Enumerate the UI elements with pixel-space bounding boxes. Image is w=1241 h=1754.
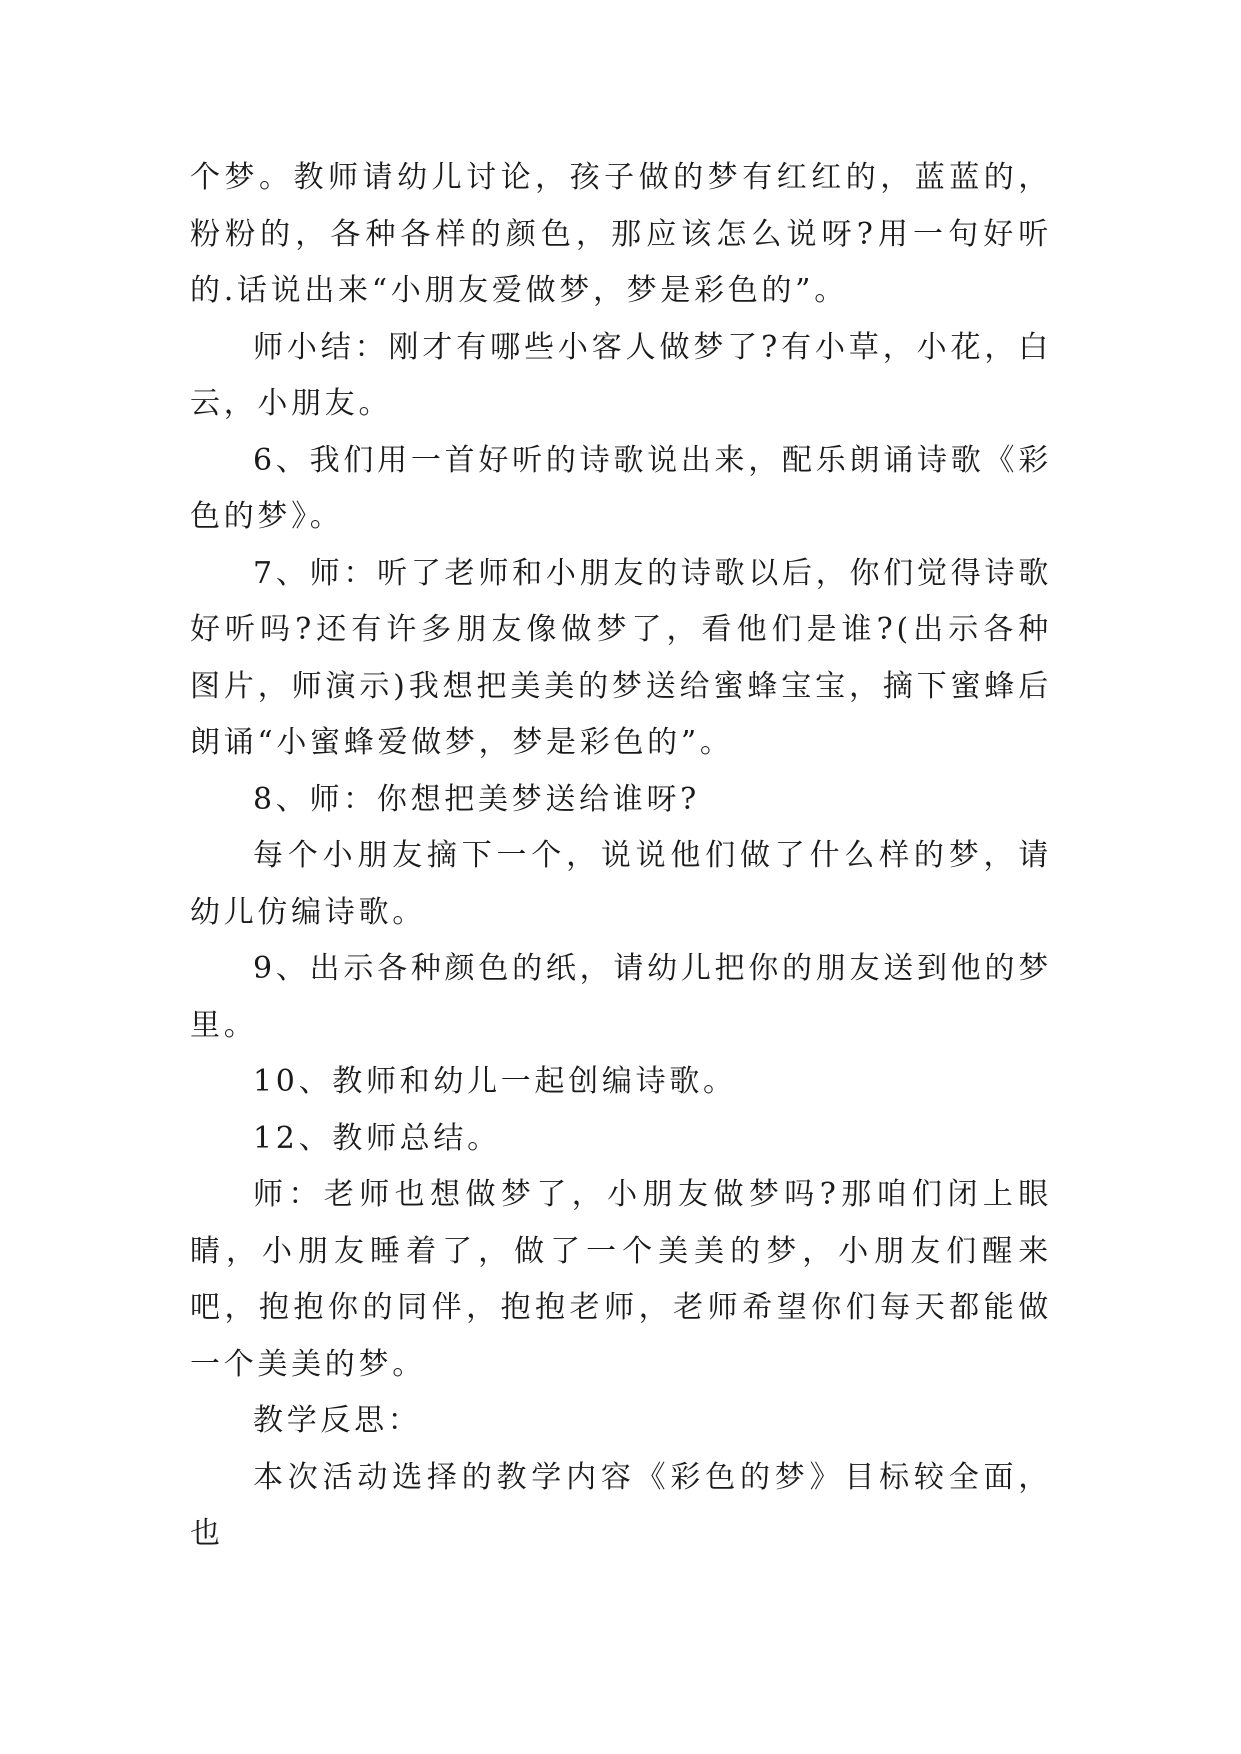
paragraph-imitation: 每个小朋友摘下一个，说说他们做了什么样的梦，请幼儿仿编诗歌。 bbox=[190, 838, 1052, 930]
paragraph-step-7: 7、师：听了老师和小朋友的诗歌以后，你们觉得诗歌好听吗?还有许多朋友像做梦了，看他们是谁?(出示各种图片，师演示)我想把美美的梦送给蜜蜂宝宝，摘下蜜蜂后朗诵“小蜜蜂爱做梦，梦是彩色的”。 bbox=[190, 555, 1052, 760]
paragraph-summary: 师小结：刚才有哪些小客人做梦了?有小草，小花，白云，小朋友。 bbox=[190, 329, 1052, 421]
section-heading-reflection: 教学反思： bbox=[253, 1403, 422, 1438]
paragraph-step-9: 9、出示各种颜色的纸，请幼儿把你的朋友送到他的梦里。 bbox=[190, 951, 1052, 1043]
paragraph-teacher-closing: 师：老师也想做梦了，小朋友做梦吗?那咱们闭上眼睛，小朋友睡着了，做了一个美美的梦，小朋友们醒来吧，抱抱你的同伴，抱抱老师，老师希望你们每天都能做一个美美的梦。 bbox=[190, 1177, 1052, 1382]
paragraph-step-6: 6、我们用一首好听的诗歌说出来，配乐朗诵诗歌《彩色的梦》。 bbox=[190, 442, 1052, 534]
paragraph-step-8: 8、师：你想把美梦送给谁呀? bbox=[253, 781, 700, 817]
document-page bbox=[190, 150, 1052, 1563]
paragraph-step-10: 10、教师和幼儿一起创编诗歌。 bbox=[253, 1064, 737, 1099]
paragraph-continuation: 个梦。教师请幼儿讨论，孩子做的梦有红红的，蓝蓝的，粉粉的，各种各样的颜色，那应该怎么说呀?用一句好听的.话说出来“小朋友爱做梦，梦是彩色的”。 bbox=[190, 160, 1052, 308]
paragraph-reflection: 本次活动选择的教学内容《彩色的梦》目标较全面，也 bbox=[190, 1459, 1052, 1551]
paragraph-step-12: 12、教师总结。 bbox=[253, 1120, 501, 1156]
